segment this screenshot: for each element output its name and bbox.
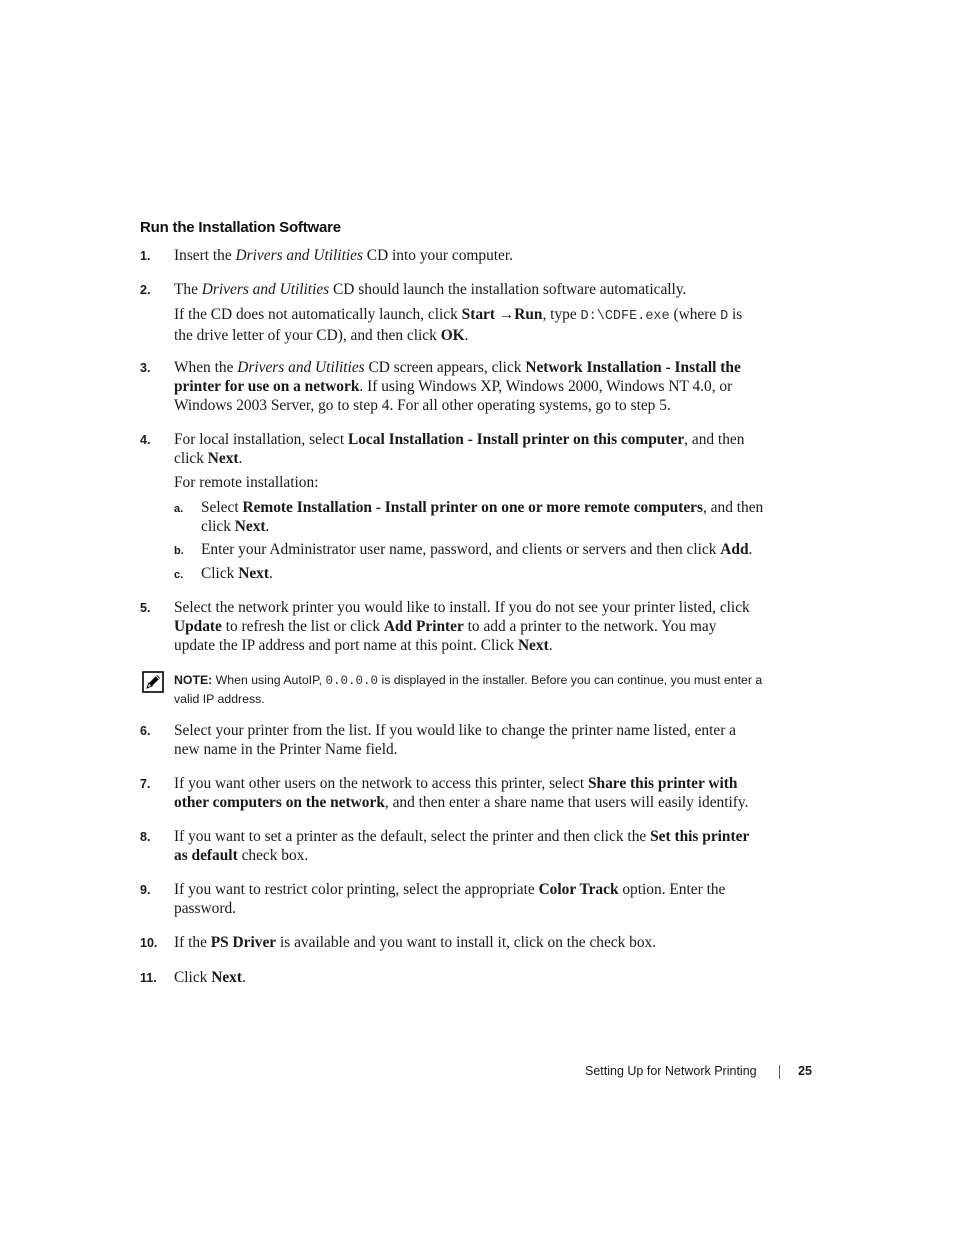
- step-4: [140, 430, 760, 468]
- chapter-title: Setting Up for Network Printing: [585, 1064, 757, 1078]
- emphasis: Drivers and Utilities: [235, 247, 363, 264]
- substep-a: [174, 498, 764, 536]
- text: .: [548, 637, 553, 654]
- text: Click: [201, 565, 239, 582]
- text: (where: [669, 306, 721, 323]
- text: When using AutoIP,: [212, 673, 326, 687]
- text: .: [238, 450, 243, 467]
- ui-term: Network Installation - Install the printer for use on a network: [174, 359, 741, 395]
- code: D: [720, 309, 729, 324]
- step-7: [140, 774, 760, 812]
- page-number: 25: [798, 1064, 812, 1078]
- step-number: 4.: [140, 433, 151, 447]
- step-10: [140, 933, 760, 952]
- step-9: [140, 880, 760, 918]
- text: If you want to restrict color printing, select the appropriate: [174, 881, 539, 898]
- text: CD into your computer.: [362, 247, 513, 264]
- step-number: 9.: [140, 883, 151, 897]
- step-number: 5.: [140, 601, 151, 615]
- note-pencil-icon: [142, 671, 164, 693]
- text: If you want to set a printer as the default, select the printer and then click the: [174, 828, 651, 845]
- step-number: 6.: [140, 724, 151, 738]
- ui-term: Next: [238, 565, 269, 582]
- step-3: [140, 358, 760, 415]
- text: When the: [174, 359, 238, 376]
- ui-term: OK: [440, 327, 465, 344]
- ui-term: Set this printer as default: [174, 828, 749, 864]
- note-label: NOTE:: [174, 673, 213, 687]
- ui-term: Remote Installation - Install printer on one or more remote computers: [242, 499, 703, 516]
- footer-divider: [779, 1065, 780, 1079]
- substep-letter: c.: [174, 569, 184, 581]
- ui-term: PS Driver: [210, 934, 277, 951]
- step-number: 1.: [140, 249, 151, 263]
- arrow: →: [494, 306, 515, 323]
- text: CD screen appears, click: [364, 359, 526, 376]
- text: .: [241, 969, 246, 986]
- text: If you want other users on the network to access this printer, select: [174, 775, 588, 792]
- text: Select: [201, 499, 243, 516]
- text: option. Enter the password.: [174, 881, 726, 917]
- remote-install-intro: For remote installation:: [174, 474, 319, 491]
- text: , type: [542, 306, 581, 323]
- text: , and then click: [174, 431, 745, 467]
- text: Click: [174, 969, 212, 986]
- emphasis: Drivers and Utilities: [201, 281, 330, 298]
- ui-term: Run: [514, 306, 543, 323]
- step-11: [140, 968, 760, 987]
- step-2: [140, 280, 760, 299]
- step-number: 7.: [140, 777, 151, 791]
- step-2-detail: [174, 305, 764, 345]
- text: For local installation, select: [174, 431, 348, 448]
- text: Enter your Administrator user name, password, and clients or servers and then click: [201, 541, 721, 558]
- ui-term: Update: [174, 618, 222, 635]
- text: If the: [174, 934, 211, 951]
- step-number: 11.: [140, 971, 157, 985]
- step-5: [140, 598, 760, 655]
- text: .: [464, 327, 469, 344]
- text: The: [174, 281, 202, 298]
- substep-letter: b.: [174, 545, 184, 557]
- ui-term: Color Track: [538, 881, 619, 898]
- step-1: [140, 246, 760, 265]
- text: . If using Windows XP, Windows 2000, Windows NT 4.0, or Windows 2003 Server, go to step 4. For all other operating systems, go to step 5.: [174, 378, 733, 414]
- ui-term: Next: [211, 969, 242, 986]
- step-number: 2.: [140, 283, 151, 297]
- substep-letter: a.: [174, 503, 184, 515]
- ui-term: Add Printer: [383, 618, 464, 635]
- text: If the CD does not automatically launch, click: [174, 306, 462, 323]
- ui-term: Next: [207, 450, 239, 467]
- substep-c: [174, 564, 764, 583]
- ui-term: Next: [517, 637, 549, 654]
- step-number: 3.: [140, 361, 151, 375]
- emphasis: Drivers and Utilities: [237, 359, 365, 376]
- text: is available and you want to install it, click on the check box.: [276, 934, 657, 951]
- ui-term: Local Installation - Install printer on this computer: [347, 431, 685, 448]
- step-6: [140, 721, 760, 759]
- text: , and then enter a share name that users will easily identify.: [384, 794, 749, 811]
- text: Insert the: [174, 247, 236, 264]
- step-8: [140, 827, 760, 865]
- substep-b: [174, 540, 764, 559]
- text: to refresh the list or click: [221, 618, 384, 635]
- text: .: [748, 541, 753, 558]
- step-number: 10.: [140, 936, 158, 950]
- text: .: [268, 565, 273, 582]
- code: 0.0.0.0: [325, 674, 379, 688]
- step-number: 8.: [140, 830, 151, 844]
- ui-term: Add: [720, 541, 749, 558]
- text: CD should launch the installation software automatically.: [329, 281, 687, 298]
- text: is the drive letter of your CD), and then click: [174, 306, 743, 344]
- ui-term: Share this printer with other computers on the network: [174, 775, 738, 811]
- text: .: [265, 518, 270, 535]
- text: , and then click: [201, 499, 764, 535]
- text: to add a printer to the network. You may update the IP address and port name at this point. Click: [174, 618, 717, 654]
- text: Select your printer from the list. If you would like to change the printer name listed, enter a new name in the Printer Name field.: [174, 722, 737, 758]
- ui-term: Start: [461, 306, 495, 323]
- note-callout: [174, 671, 764, 708]
- ui-term: Next: [234, 518, 266, 535]
- text: is displayed in the installer. Before you can continue, you must enter a valid IP address.: [174, 673, 763, 706]
- text: check box.: [237, 847, 309, 864]
- code: D:\CDFE.exe: [580, 309, 670, 324]
- section-heading: Run the Installation Software: [140, 219, 341, 236]
- text: Select the network printer you would like to install. If you do not see your printer listed, click: [174, 599, 750, 616]
